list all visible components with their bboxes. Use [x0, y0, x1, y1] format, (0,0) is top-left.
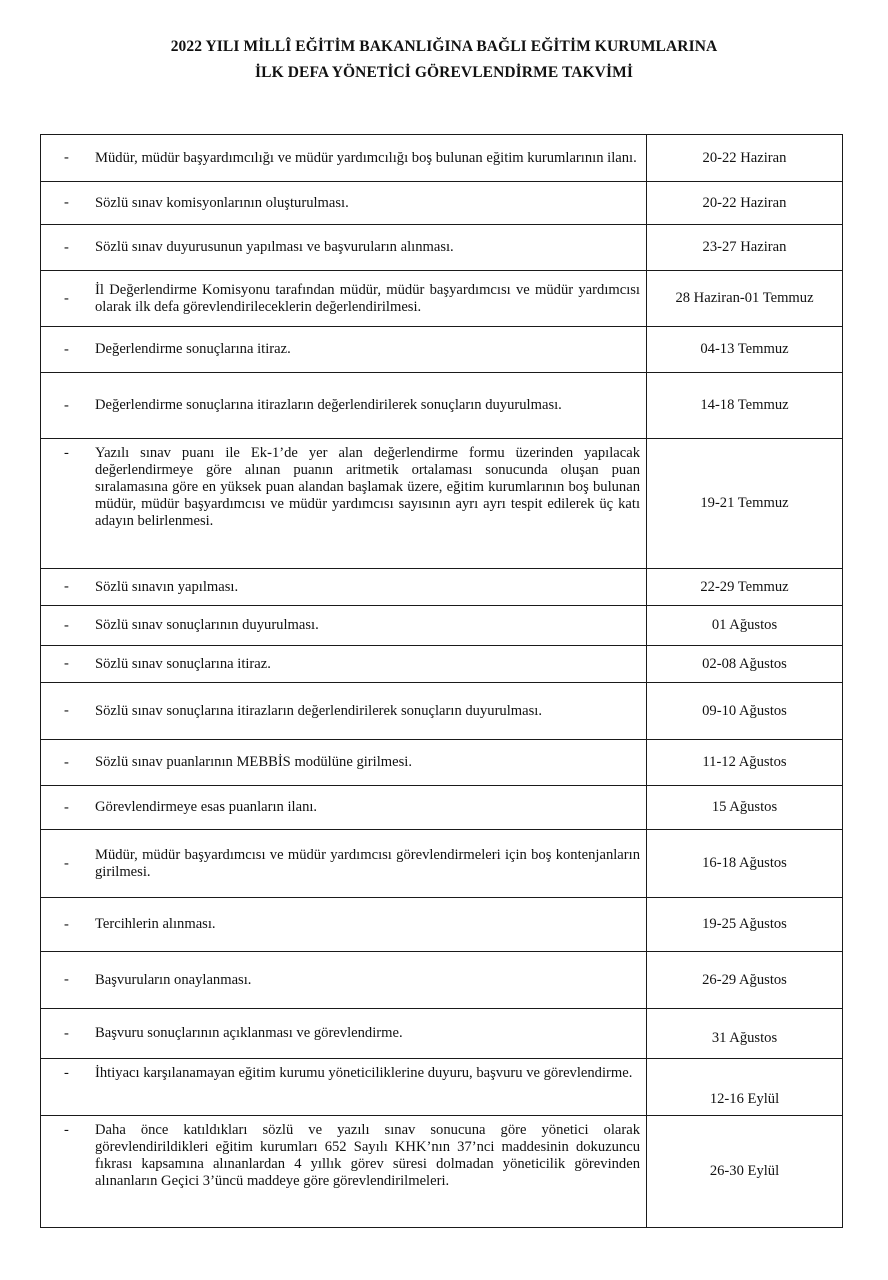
table-row [41, 373, 843, 439]
schedule-table [40, 134, 843, 1228]
row-date: 09-10 Ağustos [647, 683, 843, 740]
row-date: 02-08 Ağustos [647, 646, 843, 683]
bullet-dash: - [64, 1122, 69, 1138]
row-date: 14-18 Temmuz [647, 373, 843, 439]
row-description [41, 952, 647, 1009]
description-text: Sözlü sınav komisyonlarının oluşturulması. [95, 194, 349, 211]
row-description [41, 646, 647, 683]
description-text: İl Değerlendirme Komisyonu tarafından müdür, müdür başyardımcısı ve müdür yardımcısı olarak ilk defa görevlendirileceklerin değerlendirilmesi. [95, 281, 640, 315]
table-row [41, 1116, 843, 1228]
bullet-dash: - [64, 971, 69, 988]
description-text: Görevlendirmeye esas puanların ilanı. [95, 799, 318, 815]
table-row [41, 1059, 843, 1116]
table-row [41, 952, 843, 1009]
table-row [41, 606, 843, 646]
bullet-dash: - [64, 239, 69, 255]
bullet-dash: - [64, 916, 69, 932]
description-text: Müdür, müdür başyardımcılığı ve müdür yardımcılığı boş bulunan eğitim kurumlarının ilanı. [95, 149, 637, 166]
table-row [41, 646, 843, 683]
description-text: Sözlü sınav puanlarının MEBBİS modülüne girilmesi. [95, 754, 412, 770]
row-description [41, 225, 647, 271]
bullet-dash: - [64, 799, 69, 815]
row-description [41, 271, 647, 327]
table-row [41, 439, 843, 569]
row-description [41, 182, 647, 225]
row-date: 01 Ağustos [647, 606, 843, 646]
description-text: Müdür, müdür başyardımcısı ve müdür yardımcısı görevlendirmeleri için boş kontenjanların girilmesi. [95, 846, 640, 880]
description-text: Sözlü sınav sonuçlarına itirazların değerlendirilerek sonuçların duyurulması. [95, 702, 542, 719]
row-description [41, 373, 647, 439]
table-row [41, 898, 843, 952]
bullet-dash: - [64, 655, 69, 672]
title-line-2: İLK DEFA YÖNETİCİ GÖREVLENDİRME TAKVİMİ [255, 64, 633, 81]
document-title [0, 34, 888, 86]
row-description [41, 683, 647, 740]
row-date: 16-18 Ağustos [647, 830, 843, 898]
row-date: 11-12 Ağustos [647, 740, 843, 786]
row-date: 20-22 Haziran [647, 182, 843, 225]
bullet-dash: - [64, 290, 69, 306]
row-description [41, 1116, 647, 1228]
bullet-dash: - [64, 1065, 69, 1081]
table-row [41, 182, 843, 225]
bullet-dash: - [64, 445, 69, 461]
row-description [41, 327, 647, 373]
row-date: 22-29 Temmuz [647, 569, 843, 606]
bullet-dash: - [64, 754, 69, 770]
row-description [41, 830, 647, 898]
row-description [41, 786, 647, 830]
description-text: Tercihlerin alınması. [95, 916, 216, 932]
title-line-1: 2022 YILI MİLLÎ EĞİTİM BAKANLIĞINA BAĞLI EĞİTİM KURUMLARINA [170, 38, 718, 55]
description-text: Başvuruların onaylanması. [95, 971, 252, 988]
row-date: 04-13 Temmuz [647, 327, 843, 373]
bullet-dash: - [64, 1025, 69, 1041]
description-text: İhtiyacı karşılanamayan eğitim kurumu yöneticiliklerine duyuru, başvuru ve görevlendirme. [95, 1065, 633, 1081]
row-date: 26-30 Eylül [647, 1116, 843, 1228]
row-date: 23-27 Haziran [647, 225, 843, 271]
row-date: 19-21 Temmuz [647, 439, 843, 569]
row-description [41, 740, 647, 786]
table-row [41, 830, 843, 898]
row-description [41, 898, 647, 952]
row-description [41, 135, 647, 182]
description-text: Sözlü sınav sonuçlarının duyurulması. [95, 617, 319, 633]
description-text: Sözlü sınav duyurusunun yapılması ve başvuruların alınması. [95, 239, 454, 255]
description-text: Yazılı sınav puanı ile Ek-1’de yer alan değerlendirme formu üzerinden yapılacak değerlendirmeye göre alınan puanın aritmetik ortalaması sonucunda oluşan puan sıralamasına göre en yüksek puan alandan başlamak üzere, eğitim kurumlarının boş bulunan müdür, müdür başyardımcısı ve müdür yardımcısı sayısının ayrı ayrı tespit edilerek üç katı adayın belirlenmesi. [95, 445, 640, 529]
row-description [41, 569, 647, 606]
table-row [41, 786, 843, 830]
description-text: Sözlü sınav sonuçlarına itiraz. [95, 655, 271, 672]
row-date: 26-29 Ağustos [647, 952, 843, 1009]
bullet-dash: - [64, 578, 69, 595]
description-text: Daha önce katıldıkları sözlü ve yazılı sınav sonucuna göre yönetici olarak görevlendirildikleri eğitim kurumları 652 Sayılı KHK’nın 37’nci maddesinin dokuzuncu fıkrası kapsamına alınanlardan 4 yıllık görev süresi dolmadan yöneticilik görevinden alınanların Geçici 3’üncü maddeye göre görevlendirilmeleri. [95, 1122, 640, 1189]
row-date: 28 Haziran-01 Temmuz [647, 271, 843, 327]
description-text: Değerlendirme sonuçlarına itirazların değerlendirilerek sonuçların duyurulması. [95, 397, 562, 413]
bullet-dash: - [64, 855, 69, 871]
row-description [41, 439, 647, 569]
table-row [41, 135, 843, 182]
bullet-dash: - [64, 702, 69, 719]
table-row [41, 683, 843, 740]
table-row [41, 271, 843, 327]
row-description [41, 1009, 647, 1059]
table-row [41, 569, 843, 606]
bullet-dash: - [64, 194, 69, 211]
table-row [41, 1009, 843, 1059]
row-date: 15 Ağustos [647, 786, 843, 830]
bullet-dash: - [64, 397, 69, 413]
bullet-dash: - [64, 617, 69, 633]
description-text: Değerlendirme sonuçlarına itiraz. [95, 341, 291, 357]
row-description [41, 1059, 647, 1116]
bullet-dash: - [64, 341, 69, 357]
bullet-dash: - [64, 149, 69, 166]
table-row [41, 740, 843, 786]
row-date: 20-22 Haziran [647, 135, 843, 182]
description-text: Başvuru sonuçlarının açıklanması ve görevlendirme. [95, 1025, 403, 1041]
description-text: Sözlü sınavın yapılması. [95, 578, 239, 595]
row-date: 12-16 Eylül [647, 1059, 843, 1116]
row-date: 19-25 Ağustos [647, 898, 843, 952]
row-description [41, 606, 647, 646]
table-row [41, 225, 843, 271]
table-row [41, 327, 843, 373]
row-date: 31 Ağustos [647, 1009, 843, 1059]
